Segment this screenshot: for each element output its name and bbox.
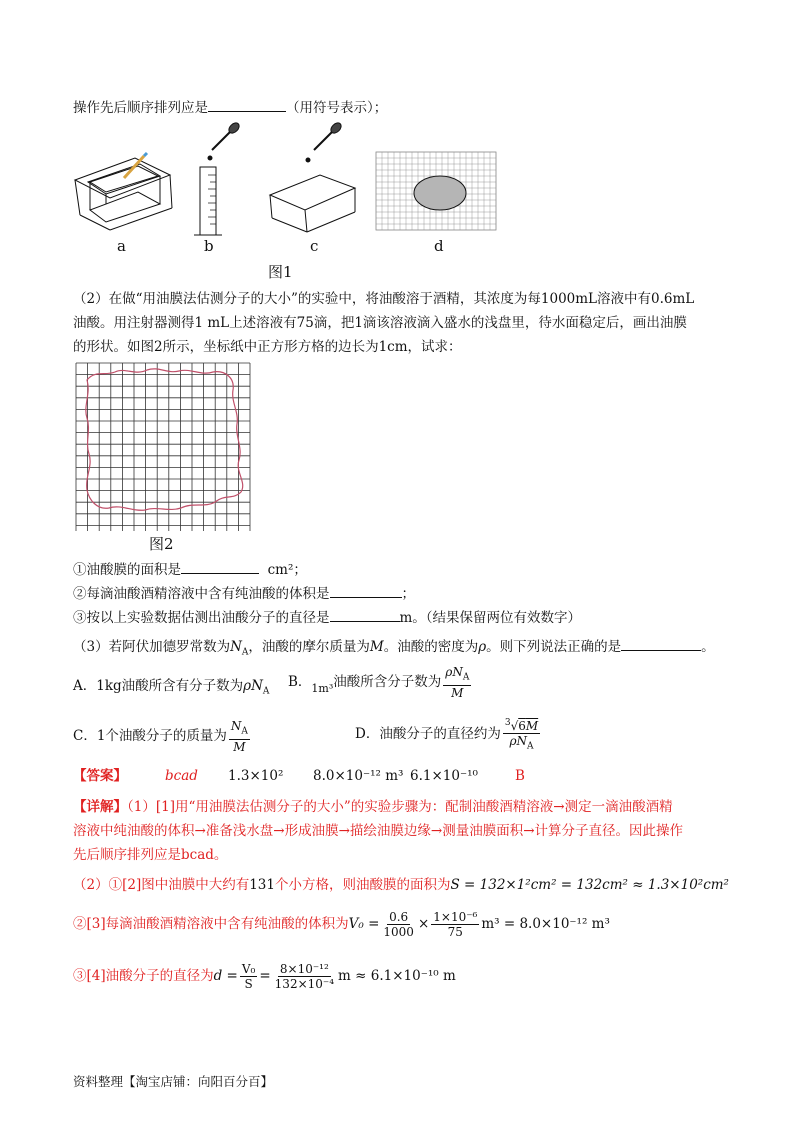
detail-p2 <box>73 875 729 895</box>
fig1-label-c: c <box>310 237 319 255</box>
answer-4: 6.1×10⁻¹⁰ <box>410 768 478 784</box>
symbol-na: N <box>230 639 242 655</box>
q3-option-b-unit: 1m³ <box>311 682 334 695</box>
detail-p2-b: 个小方格，则油酸膜的面积为 <box>275 877 451 893</box>
detail-label: 【详解】 <box>73 799 127 815</box>
fig1-label-a: a <box>117 237 126 255</box>
q3-option-d-text: D．油酸分子的直径约为 <box>355 726 501 742</box>
q3-option-b-text: 油酸所含分子数为 <box>333 674 442 690</box>
q3-option-d: D．油酸分子的直径约为 $\frac{^3√6M}{\rho N_A}$ <box>355 717 539 752</box>
q3-option-c-text: C．1个油酸分子的质量为 <box>73 728 227 744</box>
fig1-d-grid <box>376 152 496 230</box>
detail-p3-frac1-num: 0.6 <box>389 910 409 924</box>
q3-stem-a: （3）若阿伏加德罗常数为 <box>73 639 231 655</box>
detail-p3-tail: m³ = 8.0×10⁻¹² m³ <box>481 916 610 932</box>
detail-p4-frac1-den: S <box>244 977 253 991</box>
detail-p1-1: （1）[1]用“用油膜法估测分子的大小”的实验步骤为：配制油酸酒精溶液→测定一滴油酸酒精 <box>127 799 673 815</box>
fig1-caption: 图1 <box>268 263 293 281</box>
answer-label: 【答案】 <box>73 768 127 784</box>
detail-p3-frac2-num: 1×10⁻⁶ <box>433 910 478 924</box>
detail-p1-2: 溶液中纯油酸的体积→准备浅水盘→形成油膜→描绘油膜边缘→测量油膜面积→计算分子直径。因此操作 <box>73 823 684 839</box>
fig1-label-d: d <box>434 237 444 255</box>
q2-sub-1-text: ①油酸膜的面积是 <box>73 562 181 578</box>
blank-area <box>181 559 259 574</box>
answer-line <box>73 766 525 786</box>
symbol-m: M <box>369 639 384 655</box>
q3-option-b-prefix: B． <box>288 674 312 690</box>
blank-diameter <box>330 607 400 622</box>
oil-film-outline <box>86 369 243 510</box>
fig1-a-tray <box>75 153 172 230</box>
blank-q3 <box>621 636 701 651</box>
detail-line-1 <box>73 797 673 817</box>
intro-tail: （用符号表示）； <box>286 100 388 116</box>
detail-p3-frac2-den: 75 <box>447 925 463 939</box>
answer-1: bcad <box>165 768 198 784</box>
q3-stem-d: 。则下列说法正确的是 <box>486 639 622 655</box>
q2-line-3: 的形状。如图2所示，坐标纸中正方形方格的边长为1cm，试求： <box>73 339 462 355</box>
q3-stem-c: 。油酸的密度为 <box>383 639 479 655</box>
q2-line-1: （2）在做“用油膜法估测分子的大小”的实验中，将油酸溶于酒精，其浓度为每1000mL溶液中有0.6mL <box>73 291 695 307</box>
detail-p3-v0: V₀ = <box>348 916 380 932</box>
q3-option-b: B．$_{1m^3}$油酸所含分子数为 $\frac{\rho N_A}{M}$ <box>288 665 470 700</box>
detail-p3-a: ②[3]每滴油酸酒精溶液中含有纯油酸的体积为 <box>73 916 349 932</box>
answer-5: B <box>515 768 525 784</box>
fig1-b-cylinder <box>194 121 241 235</box>
intro-line <box>73 97 387 118</box>
detail-p2-count: 131 <box>249 877 275 893</box>
intro-text: 操作先后顺序排列应是 <box>73 100 208 116</box>
detail-p1-3: 先后顺序排列应是bcad。 <box>73 847 228 863</box>
q2-sub-3-unit: m。（结果保留两位有效数字） <box>399 610 582 626</box>
figure-2-grid <box>75 362 251 532</box>
fig1-label-b: b <box>204 237 214 255</box>
q3-option-a-text: A．1kg油酸所含有分子数为 <box>73 678 244 694</box>
detail-p4-d: d = <box>213 968 238 984</box>
q2-sub-1 <box>73 559 307 580</box>
q2-line-2: 油酸。用注射器测得1 mL上述溶液有75滴，把1滴该溶液滴入盛水的浅盘里，待水面稳定后，画出油膜 <box>73 315 687 331</box>
blank-volume <box>330 583 402 598</box>
answer-2: 1.3×10² <box>228 768 284 784</box>
answer-blank <box>208 97 286 112</box>
symbol-rho: ρ <box>478 639 487 655</box>
symbol-na-sub: A <box>241 647 249 658</box>
fig2-caption: 图2 <box>149 535 174 553</box>
answer-3: 8.0×10⁻¹² m³ <box>313 768 404 784</box>
detail-p3: ②[3]每滴油酸酒精溶液中含有纯油酸的体积为V₀ = $\frac{0.6}{1000}$ × $\frac{\text{1×10⁻⁶}}{75}$ m³ = 8.0×10⁻¹² m³ <box>73 910 610 939</box>
footer: 资料整理【淘宝店铺：向阳百分百】 <box>73 1074 274 1089</box>
detail-p4-frac2-num: 8×10⁻¹² <box>279 962 329 976</box>
q3-option-a: A．1kg油酸所含有分子数为$\rho N_A$ <box>73 678 270 697</box>
q2-sub-2-text: ②每滴油酸酒精溶液中含有纯油酸的体积是 <box>73 586 330 602</box>
detail-p2-a: （2）①[2]图中油膜中大约有 <box>73 877 250 893</box>
q3-option-c: C．1个油酸分子的质量为 $\frac{N_A}{M}$ <box>73 719 248 754</box>
q2-sub-2: ②每滴油酸酒精溶液中含有纯油酸的体积是 ； <box>73 583 415 604</box>
q2-sub-1-unit: cm²； <box>267 562 307 578</box>
q2-sub-3 <box>73 607 581 628</box>
q3-stem-b: ，油酸的摩尔质量为 <box>248 639 370 655</box>
detail-p4-frac1-num: V₀ <box>241 962 256 976</box>
detail-p4-frac2-den: 132×10⁻⁴ <box>274 977 335 991</box>
q3-stem: （3）若阿伏加德罗常数为$N_A$，油酸的摩尔质量为M。油酸的密度为ρ。则下列说法正确的是 。 <box>73 636 715 663</box>
fig1-c-tray <box>270 121 355 232</box>
detail-p4-tail: m ≈ 6.1×10⁻¹⁰ m <box>338 968 456 984</box>
detail-p4: ③[4]油酸分子的直径为d = $\frac{\text{V₀}}{S}$ = $\frac{\text{8×10⁻¹²}}{\text{132×10⁻⁴}}$ m ≈ 6.1×10⁻¹⁰ m <box>73 962 456 991</box>
q2-sub-3-text: ③按以上实验数据估测出油酸分子的直径是 <box>73 610 330 626</box>
detail-p4-a: ③[4]油酸分子的直径为 <box>73 968 214 984</box>
detail-p3-frac1-den: 1000 <box>383 925 414 939</box>
detail-p2-equation: S = 132×1²cm² = 132cm² ≈ 1.3×10²cm² <box>450 877 729 893</box>
